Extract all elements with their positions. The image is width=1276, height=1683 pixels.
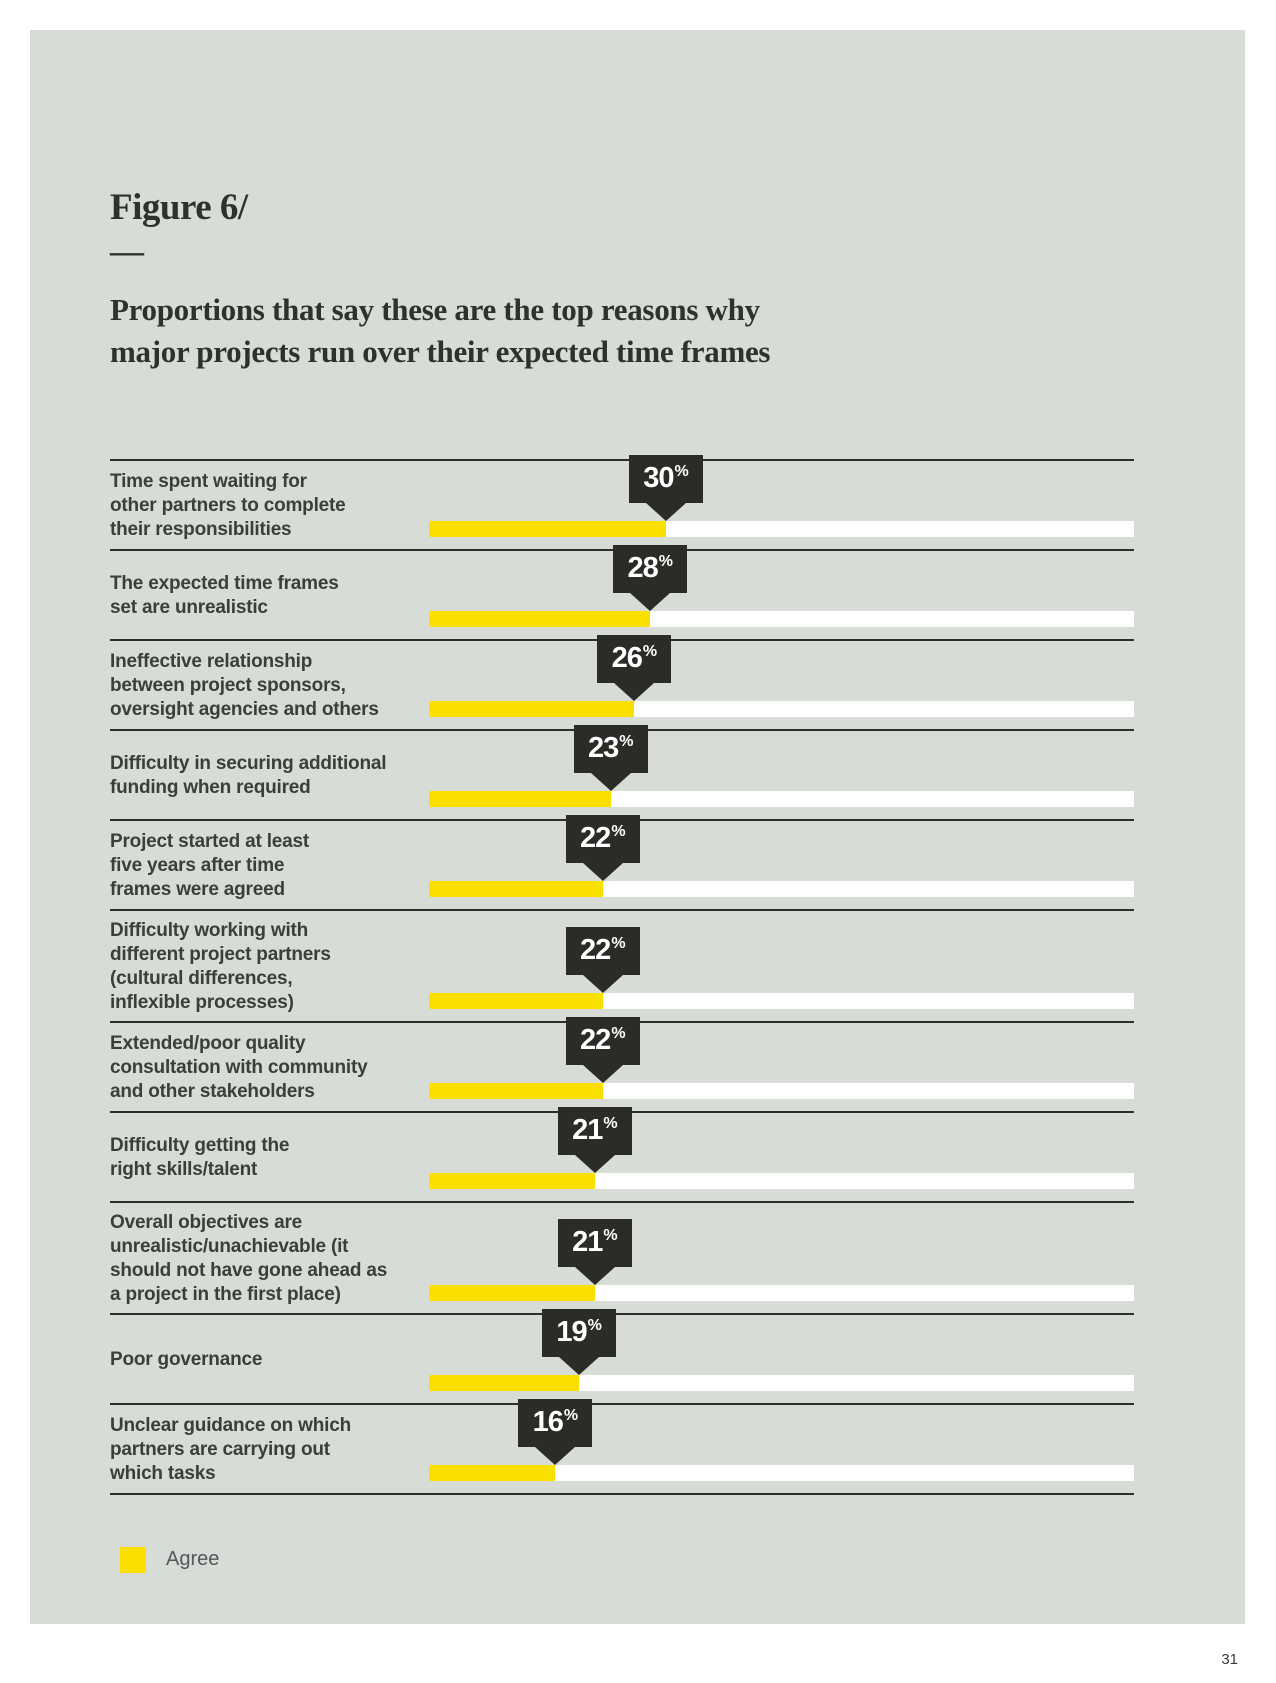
figure-title-line-1: Proportions that say these are the top reasons why: [110, 291, 760, 327]
figure-panel: [30, 30, 1245, 1624]
chart-row: [110, 639, 1134, 729]
row-label-line: consultation with community: [110, 1056, 368, 1078]
row-label-line: Time spent waiting for: [110, 470, 307, 492]
bar-fill-agree: [429, 611, 650, 627]
row-label-line: Unclear guidance on which: [110, 1414, 351, 1436]
figure-title-line-2: major projects run over their expected time frames: [110, 333, 771, 369]
row-label-line: five years after time: [110, 854, 285, 876]
bar-track: [429, 1083, 1134, 1099]
value-badge: [613, 545, 687, 593]
row-label-line: between project sponsors,: [110, 674, 346, 696]
bar-zone: [400, 1211, 1134, 1307]
bar-zone: [400, 462, 1134, 543]
value-badge: [566, 927, 640, 975]
chart-legend: [120, 1547, 1134, 1573]
bar-zone: [400, 642, 1134, 723]
figure-number: Figure 6/: [110, 187, 248, 228]
bar-track: [429, 993, 1134, 1009]
row-label-line: and other stakeholders: [110, 1080, 315, 1102]
value-badge: [566, 815, 640, 863]
row-label-line: frames were agreed: [110, 878, 285, 900]
row-label-line: funding when required: [110, 776, 311, 798]
bar-zone: [400, 1406, 1134, 1487]
percent-sign: %: [642, 642, 658, 660]
row-label-line: oversight agencies and others: [110, 698, 379, 720]
row-label: [110, 752, 400, 800]
bar-fill-agree: [429, 1173, 595, 1189]
legend-label: Agree: [166, 1548, 220, 1571]
bar-fill-agree: [429, 1465, 555, 1481]
bar-zone: [400, 552, 1134, 633]
bar-zone: [400, 1024, 1134, 1105]
bar-fill-agree: [429, 1375, 579, 1391]
percent-sign: %: [603, 1114, 618, 1132]
value-badge: [597, 635, 671, 683]
bar-fill-agree: [429, 993, 603, 1009]
row-label: [110, 650, 400, 722]
bar-fill-agree: [429, 701, 634, 717]
value-badge: [558, 1219, 632, 1267]
percent-sign: %: [619, 732, 634, 750]
row-label-line: right skills/talent: [110, 1158, 258, 1180]
bar-track: [429, 1285, 1134, 1301]
value-text: 21: [572, 1114, 603, 1147]
row-label-line: Project started at least: [110, 830, 310, 852]
bar-zone: [400, 732, 1134, 813]
row-label-line: Overall objectives are: [110, 1211, 303, 1233]
row-label-line: Poor governance: [110, 1348, 263, 1370]
chart-row: [110, 1403, 1134, 1493]
row-label-line: a project in the first place): [110, 1283, 341, 1305]
value-text: 21: [572, 1226, 603, 1259]
percent-sign: %: [603, 1226, 618, 1244]
bar-zone: [400, 919, 1134, 1015]
figure-dash: —: [110, 232, 144, 270]
row-label-line: The expected time frames: [110, 572, 339, 594]
row-label-line: set are unrealistic: [110, 596, 268, 618]
row-label: [110, 1348, 400, 1372]
value-text: 30: [643, 462, 674, 495]
row-label-line: different project partners: [110, 943, 331, 965]
percent-sign: %: [611, 1024, 626, 1042]
bar-fill-agree: [429, 1083, 603, 1099]
bar-fill-agree: [429, 791, 611, 807]
bar-zone: [400, 822, 1134, 903]
percent-sign: %: [563, 1406, 579, 1424]
percent-sign: %: [658, 552, 673, 570]
row-label-line: should not have gone ahead as: [110, 1259, 388, 1281]
chart-row: [110, 1021, 1134, 1111]
row-label-line: Difficulty working with: [110, 919, 309, 941]
bar-track: [429, 881, 1134, 897]
bar-track: [429, 611, 1134, 627]
bar-fill-agree: [429, 521, 666, 537]
chart-row: [110, 819, 1134, 909]
value-badge: [518, 1399, 592, 1447]
chart-row: [110, 1201, 1134, 1313]
chart-row: [110, 1313, 1134, 1403]
row-label-line: Extended/poor quality: [110, 1032, 306, 1054]
bar-track: [429, 1375, 1134, 1391]
legend-swatch-agree: [120, 1547, 146, 1573]
value-text: 22: [580, 822, 611, 855]
row-label: [110, 830, 400, 902]
chart-row: [110, 909, 1134, 1021]
chart-row: [110, 729, 1134, 819]
row-label-line: (cultural differences,: [110, 967, 293, 989]
page-number: 31: [1221, 1651, 1238, 1668]
chart-row: [110, 1111, 1134, 1201]
percent-sign: %: [587, 1316, 602, 1334]
bar-track: [429, 1465, 1134, 1481]
row-label-line: Difficulty in securing additional: [110, 752, 387, 774]
bar-zone: [400, 1114, 1134, 1195]
bar-track: [429, 791, 1134, 807]
chart-row: [110, 459, 1134, 549]
percent-sign: %: [674, 462, 689, 480]
bar-fill-agree: [429, 1285, 595, 1301]
row-label-line: their responsibilities: [110, 518, 292, 540]
value-badge: [542, 1309, 616, 1357]
figure-title: [110, 289, 1134, 373]
row-label: [110, 1211, 400, 1307]
value-text: 16: [532, 1406, 563, 1439]
row-label-line: Ineffective relationship: [110, 650, 313, 672]
value-text: 23: [587, 732, 619, 765]
chart-row: [110, 549, 1134, 639]
row-label-line: inflexible processes): [110, 991, 294, 1013]
bar-track: [429, 1173, 1134, 1189]
row-label: [110, 1134, 400, 1182]
row-label: [110, 572, 400, 620]
bar-fill-agree: [429, 881, 603, 897]
row-label-line: partners are carrying out: [110, 1438, 330, 1460]
row-label-line: Difficulty getting the: [110, 1134, 290, 1156]
value-text: 22: [580, 1024, 611, 1057]
row-label: [110, 470, 400, 542]
row-label: [110, 1032, 400, 1104]
value-badge: [574, 725, 648, 773]
chart-rows: [110, 459, 1134, 1493]
value-text: 28: [627, 552, 658, 585]
value-text: 26: [611, 642, 642, 675]
value-text: 19: [556, 1316, 587, 1349]
value-badge: [566, 1017, 640, 1065]
row-label-line: unrealistic/unachievable (it: [110, 1235, 349, 1257]
row-label-line: which tasks: [110, 1462, 216, 1484]
bar-zone: [400, 1316, 1134, 1397]
value-text: 22: [580, 934, 611, 967]
bar-track: [429, 521, 1134, 537]
row-label: [110, 1414, 400, 1486]
value-badge: [629, 455, 703, 503]
bar-track: [429, 701, 1134, 717]
percent-sign: %: [611, 934, 626, 952]
row-label-line: other partners to complete: [110, 494, 346, 516]
row-label: [110, 919, 400, 1015]
bar-chart: [110, 459, 1134, 1495]
percent-sign: %: [611, 822, 626, 840]
value-badge: [558, 1107, 632, 1155]
